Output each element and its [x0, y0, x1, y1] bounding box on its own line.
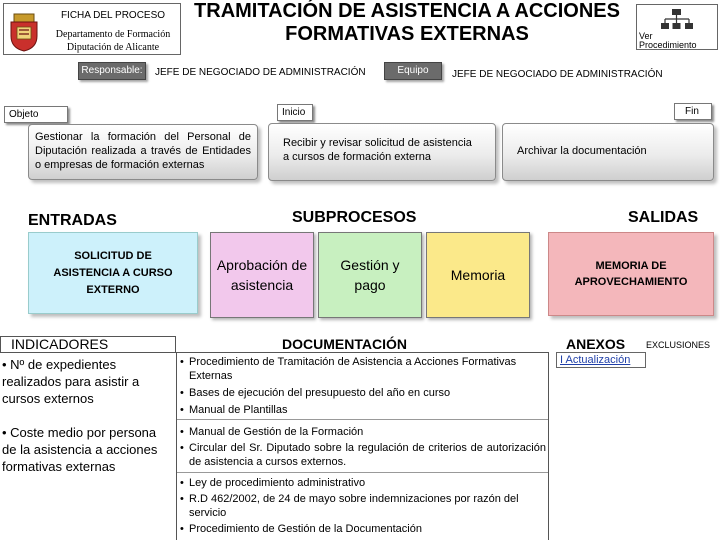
documentacion-item: • Bases de ejecución del presupuesto del año en curso — [180, 387, 451, 399]
documentacion-list — [180, 355, 546, 417]
fin-label: Fin — [674, 103, 712, 120]
anexos-link-actualizacion[interactable]: I Actualización — [560, 354, 631, 366]
entrada-item-box — [28, 232, 198, 314]
salida-item-text: MEMORIA DE APROVECHAMIENTO — [574, 260, 688, 288]
entrada-item-text: SOLICITUD DE ASISTENCIA A CURSO EXTERNO — [53, 249, 173, 296]
subproceso-memoria-label: Memoria — [450, 267, 506, 283]
page-title-line-1: TRAMITACIÓN DE ASISTENCIA A ACCIONES — [194, 0, 620, 22]
documentacion-item: • Circular del Sr. Diputado sobre la regulación de criterios de autorización de asistencia a cursos externos. — [180, 442, 546, 468]
subproceso-aprobacion-label: Aprobación de asistencia — [216, 257, 308, 293]
form-label: FICHA DEL PROCESO — [60, 10, 166, 21]
documentacion-item: • Manual de Plantillas — [180, 404, 288, 416]
subproceso-gestion-pago-label: Gestión y pago — [340, 257, 400, 293]
documentacion-list-3 — [180, 476, 546, 536]
objeto-label: Objeto — [4, 106, 68, 123]
responsable-value: JEFE DE NEGOCIADO DE ADMINISTRACIÓN — [155, 67, 366, 78]
exclusiones-heading: EXCLUSIONES — [646, 340, 711, 350]
ver-procedimiento-link[interactable] — [636, 4, 718, 50]
documentacion-item: • Procedimiento de Gestión de la Documentación — [180, 523, 422, 535]
documentacion-right-border — [548, 352, 549, 540]
documentacion-heading: DOCUMENTACIÓN — [282, 336, 407, 352]
documentacion-item: • Procedimiento de Tramitación de Asistencia a Acciones Formativas Externas — [180, 356, 517, 382]
entradas-heading: ENTRADAS — [28, 212, 117, 229]
subprocesos-heading: SUBPROCESOS — [292, 209, 417, 226]
department-line-2: Diputación de Alicante — [66, 42, 160, 53]
inicio-box — [268, 123, 496, 181]
subproceso-memoria[interactable] — [426, 232, 530, 318]
procedimiento-label: Procedimiento — [639, 40, 697, 50]
subproceso-aprobacion[interactable] — [210, 232, 314, 318]
department-line-1: Departamento de Formación — [55, 29, 171, 40]
documentacion-divider-1 — [176, 419, 548, 420]
salida-item-box — [548, 232, 714, 316]
anexos-heading: ANEXOS — [566, 336, 626, 352]
header-info-box — [3, 3, 181, 55]
documentacion-underline — [176, 352, 548, 353]
responsable-label: Responsable: — [78, 62, 146, 80]
page-title-line-2: FORMATIVAS EXTERNAS — [285, 23, 529, 45]
coat-of-arms-icon — [8, 10, 40, 52]
documentacion-item: • R.D 462/2002, de 24 de mayo sobre indemnizaciones por razón del servicio — [180, 493, 519, 519]
documentacion-item: • Ley de procedimiento administrativo — [180, 477, 366, 489]
indicadores-heading: INDICADORES — [11, 336, 109, 352]
indicador-1: • Nº de expedientes realizados para asistir a cursos externos — [2, 357, 140, 406]
fin-box — [502, 123, 714, 181]
indicador-2: • Coste medio por persona de la asistencia a acciones formativas externas — [2, 425, 158, 474]
objeto-text: Gestionar la formación del Personal de Diputación realizada a través de Entidades o empresas de formación externas — [35, 131, 251, 171]
documentacion-divider-2 — [176, 472, 548, 473]
fin-text: Archivar la documentación — [517, 145, 647, 157]
equipo-value: JEFE DE NEGOCIADO DE ADMINISTRACIÓN — [452, 69, 663, 80]
indicadores-heading-bar — [0, 336, 176, 353]
documentacion-list-2 — [180, 425, 546, 469]
inicio-text: Recibir y revisar solicitud de asistencia a cursos de formación externa — [283, 137, 472, 163]
inicio-label: Inicio — [277, 104, 313, 121]
subproceso-gestion-pago[interactable] — [318, 232, 422, 318]
salidas-heading: SALIDAS — [628, 209, 699, 226]
documentacion-item: • Manual de Gestión de la Formación — [180, 426, 364, 438]
ver-label: Ver — [639, 31, 653, 41]
equipo-label: Equipo — [384, 62, 442, 80]
objeto-box — [28, 124, 258, 180]
documentacion-left-border — [176, 352, 177, 540]
flowchart-icon — [659, 8, 695, 32]
